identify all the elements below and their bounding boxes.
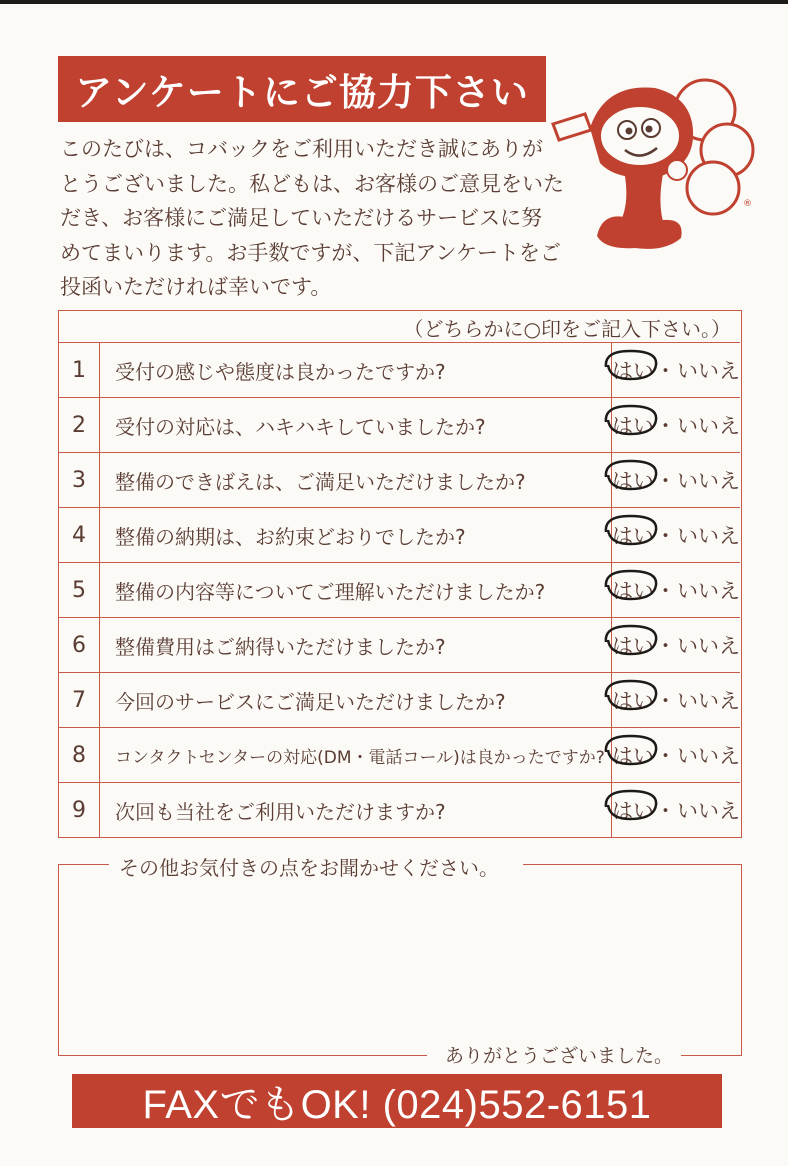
answer-cell[interactable]	[611, 673, 740, 727]
survey-row	[59, 507, 740, 562]
answer-no-option[interactable]: いいえ	[677, 799, 740, 823]
question-text: 受付の感じや態度は良かったですか?	[115, 359, 446, 384]
question-text: 整備のできばえは、ご満足いただけましたか?	[115, 469, 526, 494]
mascot-character-icon	[545, 68, 760, 258]
survey-row	[59, 672, 740, 727]
answer-yes-option[interactable]	[612, 575, 654, 605]
answer-cell[interactable]	[611, 563, 740, 617]
page-title: アンケートにご協力下さい	[58, 56, 546, 122]
answer-yes-option[interactable]	[612, 740, 654, 770]
answer-separator: ・	[655, 524, 676, 548]
question-number: 3	[59, 453, 100, 507]
answer-no-option[interactable]: いいえ	[677, 634, 740, 658]
question-number: 9	[59, 783, 100, 837]
comments-border	[59, 864, 109, 865]
survey-row	[59, 782, 740, 837]
yes-label: はい	[612, 744, 654, 768]
survey-instructions: （どちらかに○印をご記入下さい。）	[403, 317, 731, 341]
comments-border	[59, 1055, 427, 1056]
question-number: 4	[59, 508, 100, 562]
yes-label: はい	[612, 359, 654, 383]
survey-row	[59, 397, 740, 452]
question-text: 次回も当社をご利用いただけますか?	[115, 799, 446, 824]
survey-row	[59, 452, 740, 507]
answer-no-option[interactable]: いいえ	[677, 689, 740, 713]
answer-cell[interactable]	[611, 343, 740, 397]
answer-separator: ・	[655, 469, 676, 493]
question-text: 整備費用はご納得いただけましたか?	[115, 634, 446, 659]
yes-label: はい	[612, 689, 654, 713]
intro-line: めてまいります。お手数ですが、下記アンケートをご	[60, 240, 562, 265]
intro-line: とうございました。私どもは、お客様のご意見をいた	[60, 171, 564, 196]
question-number: 5	[59, 563, 100, 617]
answer-no-option[interactable]: いいえ	[677, 359, 740, 383]
intro-line: だき、お客様にご満足していただけるサービスに努	[60, 206, 543, 230]
answer-cell[interactable]	[611, 783, 740, 837]
answer-no-option[interactable]: いいえ	[677, 469, 740, 493]
thanks-text: ありがとうございました。	[441, 1041, 677, 1068]
answer-cell[interactable]	[611, 728, 740, 782]
answer-yes-option[interactable]	[612, 465, 654, 495]
intro-line: 投函いただければ幸いです。	[60, 275, 332, 299]
survey-row	[59, 727, 740, 782]
answer-cell[interactable]	[611, 453, 740, 507]
fax-banner: FAXでもOK! (024)552-6151	[72, 1074, 722, 1128]
question-number: 8	[59, 728, 100, 782]
intro-line: このたびは、コバックをご利用いただき誠にありが	[60, 137, 543, 161]
survey-row	[59, 342, 740, 397]
question-text: 整備の納期は、お約束どおりでしたか?	[115, 524, 466, 549]
comments-box[interactable]	[58, 856, 742, 1067]
intro-text	[60, 132, 564, 305]
yes-label: はい	[612, 414, 654, 438]
yes-label: はい	[612, 469, 654, 493]
top-edge-line	[0, 0, 788, 4]
answer-separator: ・	[655, 359, 676, 383]
answer-yes-option[interactable]	[612, 630, 654, 660]
question-number: 2	[59, 398, 100, 452]
answer-cell[interactable]	[611, 618, 740, 672]
answer-separator: ・	[655, 744, 676, 768]
survey-row	[59, 562, 740, 617]
yes-label: はい	[612, 579, 654, 603]
answer-yes-option[interactable]	[612, 520, 654, 550]
answer-separator: ・	[655, 634, 676, 658]
answer-cell[interactable]	[611, 508, 740, 562]
comments-border	[681, 1055, 741, 1056]
yes-label: はい	[612, 524, 654, 548]
answer-yes-option[interactable]	[612, 795, 654, 825]
answer-separator: ・	[655, 689, 676, 713]
comments-field[interactable]	[69, 884, 731, 1036]
answer-yes-option[interactable]	[612, 410, 654, 440]
answer-separator: ・	[655, 414, 676, 438]
survey-table	[58, 310, 742, 838]
question-number: 6	[59, 618, 100, 672]
yes-label: はい	[612, 799, 654, 823]
answer-no-option[interactable]: いいえ	[677, 579, 740, 603]
comments-border	[523, 864, 741, 865]
question-text: 整備の内容等についてご理解いただけましたか?	[115, 579, 546, 604]
survey-row	[59, 617, 740, 672]
question-text: 受付の対応は、ハキハキしていましたか?	[115, 414, 486, 439]
answer-separator: ・	[655, 799, 676, 823]
answer-no-option[interactable]: いいえ	[677, 744, 740, 768]
question-text: 今回のサービスにご満足いただけましたか?	[115, 689, 506, 714]
yes-label: はい	[612, 634, 654, 658]
answer-no-option[interactable]: いいえ	[677, 524, 740, 548]
question-text: コンタクトセンターの対応(DM・電話コール)は良かったですか?	[115, 747, 605, 768]
question-number: 1	[59, 343, 100, 397]
answer-cell[interactable]	[611, 398, 740, 452]
trademark-mark: ®	[743, 199, 752, 209]
answer-separator: ・	[655, 579, 676, 603]
question-number: 7	[59, 673, 100, 727]
answer-yes-option[interactable]	[612, 685, 654, 715]
answer-no-option[interactable]: いいえ	[677, 414, 740, 438]
answer-yes-option[interactable]	[612, 355, 654, 385]
comments-label: その他お気付きの点をお聞かせください。	[115, 852, 503, 881]
